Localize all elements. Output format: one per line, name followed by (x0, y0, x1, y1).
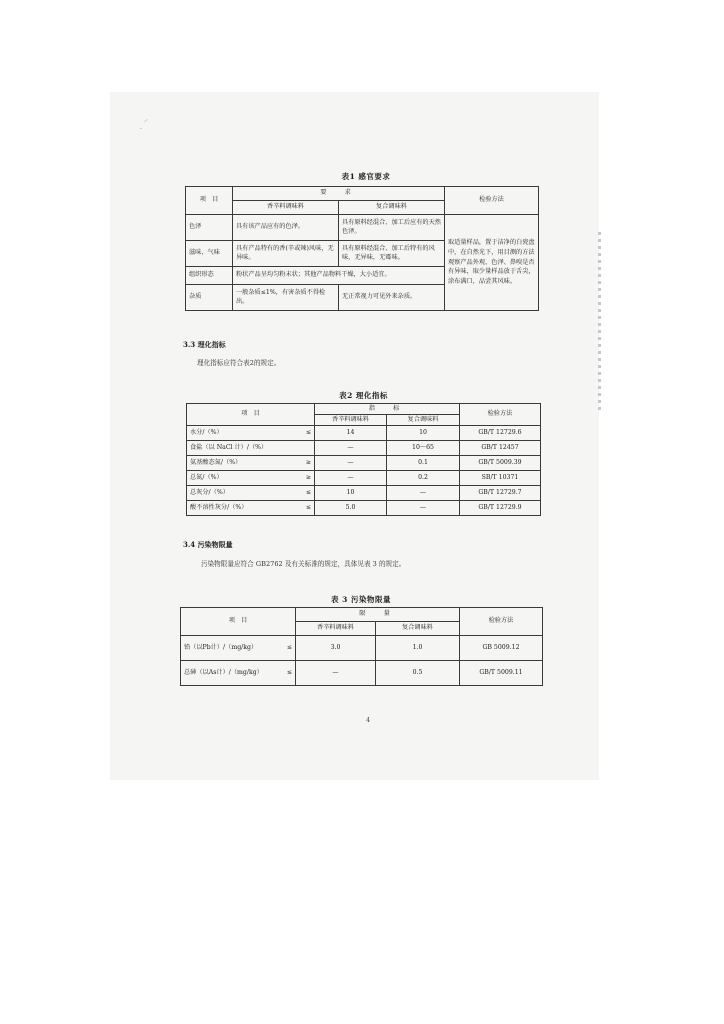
t1-row-spice: 一般杂质≤1%，有害杂质不得检出。 (233, 285, 339, 311)
t1-row-item: 组织形态 (186, 267, 233, 285)
t2-row-rel: ≤ (305, 428, 311, 436)
table1-caption: 表1 感官要求 (341, 172, 391, 181)
t2-row-item: 氨基酸态氮/（%） (190, 458, 242, 466)
t3-row-compound: 1.0 (376, 636, 460, 661)
t2-row-spice: — (315, 456, 387, 471)
page-number: 4 (366, 716, 371, 724)
t1-header-compound: 复合调味料 (339, 201, 445, 215)
table1-sensory (185, 186, 539, 311)
t2-row-compound: 0.2 (387, 471, 460, 486)
t2-row-compound: 10 (387, 426, 460, 441)
t2-row-compound: 10～65 (387, 441, 460, 456)
table3-contaminants (180, 607, 543, 686)
t1-row-compound: 具有原料经混合、加工后应有的天然色泽。 (339, 215, 445, 241)
t3-row-method: GB 5009.12 (460, 636, 543, 661)
scan-speck (140, 128, 142, 129)
t3-row-item: 铅（以Pb计）/（mg/kg） (184, 643, 258, 651)
table2-caption: 表2 理化指标 (339, 391, 388, 400)
t2-header-spice: 香辛料调味料 (315, 415, 387, 426)
t3-row-spice: — (296, 661, 376, 686)
t3-row-rel: ≤ (286, 643, 292, 651)
t1-row-merged: 粉状产品呈均匀粉末状；其他产品物料干燥，大小适宜。 (233, 267, 445, 285)
t2-row-item: 总氮/（%） (190, 473, 223, 481)
t2-row-spice: — (315, 441, 387, 456)
t3-header-limit: 限 量 (296, 608, 460, 622)
t2-row-method: GB/T 5009.39 (460, 456, 541, 471)
table3-caption: 表 3 污染物限量 (331, 595, 391, 604)
t2-row-compound: — (387, 486, 460, 501)
t1-row-item: 杂质 (186, 285, 233, 311)
t3-header-compound: 复合调味料 (376, 622, 460, 636)
t2-row-spice: 10 (315, 486, 387, 501)
section-3-3-title: 3.3 理化指标 (183, 340, 226, 349)
t2-row-rel: ≥ (305, 473, 311, 481)
t2-row-item: 食盐（以 NaCl 计）/（%） (190, 443, 268, 451)
t3-row-item: 总砷（以As计）/（mg/kg） (184, 668, 263, 676)
t3-header-method: 检验方法 (460, 608, 543, 636)
t2-header-index: 指 标 (315, 404, 460, 415)
t2-row-item: 总灰分/（%） (190, 488, 229, 496)
t2-row-rel: ≤ (305, 488, 311, 496)
t1-header-requirement: 要 求 (233, 187, 445, 201)
t3-header-item: 项 目 (181, 608, 296, 636)
t2-header-compound: 复合调味料 (387, 415, 460, 426)
t1-header-spice: 香辛料调味料 (233, 201, 339, 215)
t2-row-compound: — (387, 501, 460, 516)
t1-header-item: 项 目 (186, 187, 233, 215)
t2-row-spice: 5.0 (315, 501, 387, 516)
section-3-4-title: 3.4 污染物限量 (183, 540, 233, 549)
t2-row-method: GB/T 12729.9 (460, 501, 541, 516)
t2-header-item: 项 目 (187, 404, 315, 426)
t2-row-item: 酸不溶性灰分/（%） (190, 503, 248, 511)
t2-row-spice: — (315, 471, 387, 486)
t1-header-method: 检验方法 (445, 187, 539, 215)
t1-row-spice: 具有该产品应有的色泽。 (233, 215, 339, 241)
t2-row-compound: 0.1 (387, 456, 460, 471)
t2-row-rel: ≥ (305, 458, 311, 466)
t1-row-spice: 具有产品特有的香(辛或辣)风味，无异味。 (233, 241, 339, 267)
t2-row-spice: 14 (315, 426, 387, 441)
t1-row-compound: 无正常视力可见外来杂质。 (339, 285, 445, 311)
t2-row-method: GB/T 12457 (460, 441, 541, 456)
t2-row-method: GB/T 12729.6 (460, 426, 541, 441)
t2-row-rel: ≤ (305, 503, 311, 511)
t2-row-item: 水分/（%） (190, 428, 223, 436)
t3-row-method: GB/T 5009.11 (460, 661, 543, 686)
t2-header-method: 检验方法 (460, 404, 541, 426)
t3-row-rel: ≤ (286, 668, 292, 676)
t3-row-spice: 3.0 (296, 636, 376, 661)
t1-row-item: 滋味、气味 (186, 241, 233, 267)
t1-row-compound: 具有原料经混合、加工后特有的风味，无异味，无霉味。 (339, 241, 445, 267)
page-edge-artifact (598, 232, 601, 412)
section-3-3-body: 理化指标应符合表2的规定。 (197, 359, 281, 367)
t1-row-item: 色泽 (186, 215, 233, 241)
table2-physicochemical (186, 403, 541, 516)
t1-method-text: 取适量样品，置于洁净的白瓷盘中，在自然光下，用目测的方法观察产品外观、色泽、鼻嗅是否有异味，取少量样品放于舌尖，涂布满口，品尝其风味。 (445, 215, 539, 311)
section-3-4-body: 污染物限量应符合 GB2762 及有关标准的规定，具体见表 3 的规定。 (201, 560, 406, 568)
t2-row-method: SB/T 10371 (460, 471, 541, 486)
t3-header-spice: 香辛料调味料 (296, 622, 376, 636)
t3-row-compound: 0.5 (376, 661, 460, 686)
t2-row-method: GB/T 12729.7 (460, 486, 541, 501)
